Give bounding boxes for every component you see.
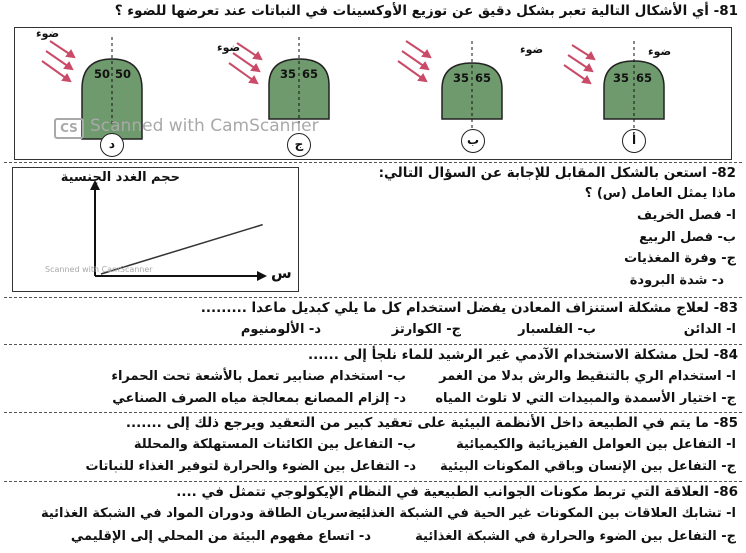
figure-letter: ب xyxy=(461,129,485,153)
option: ج- الكوارتز xyxy=(391,322,461,337)
option: د- إلزام المصانع بمعالجة مياه الصرف الصناعي xyxy=(112,391,406,406)
q81-figures xyxy=(14,27,732,160)
option: د- التفاعل بين الضوء والحرارة لتوفير الغذاء للنباتات xyxy=(85,459,416,474)
figure-b-drawing xyxy=(382,27,532,160)
question-86: 86- العلاقة التي تربط مكونات الجوانب الطبيعية في النظام الإيكولوجي تتمثل في .... xyxy=(176,484,738,500)
question-82: 82- استعن بالشكل المقابل للإجابة عن السؤال التالي: xyxy=(378,165,736,181)
divider xyxy=(4,162,742,163)
option: ا- فصل الخريف xyxy=(637,208,736,223)
right-value: 65 xyxy=(302,67,319,81)
light-label: ضوء xyxy=(217,41,241,54)
right-value: 65 xyxy=(636,71,653,85)
left-value: 35 xyxy=(280,67,297,81)
option: ج- اختيار الأسمدة والمبيدات التي لا تلوث المياه xyxy=(435,391,736,406)
figure-b xyxy=(382,27,544,160)
x-axis-label: س xyxy=(271,264,292,282)
option: ا- تشابك العلاقات بين المكونات غير الحية في الشبكة الغذائية xyxy=(348,506,736,521)
figure-c xyxy=(209,27,359,160)
option: د- الألومنيوم xyxy=(240,322,321,337)
divider xyxy=(4,481,742,482)
left-value: 35 xyxy=(453,71,470,85)
x-axis-arrow xyxy=(257,271,267,281)
option: ب- سريان الطاقة ودوران المواد في الشبكة الغذائية xyxy=(40,506,371,521)
left-value: 50 xyxy=(94,67,111,81)
option: ج- التفاعل بين الإنسان وباقي المكونات البيئية xyxy=(440,459,736,474)
camscanner-logo-text: CS xyxy=(60,121,78,135)
question-83: 83- لعلاج مشكلة استنزاف المعادن يفضل استخدام كل ما يلي كبديل ماعدا ......... xyxy=(200,300,738,316)
camscanner-logo xyxy=(54,118,84,139)
light-label: ضوء xyxy=(36,27,60,40)
divider xyxy=(4,412,742,413)
figure-a xyxy=(556,27,706,160)
option: ج- وفرة المغذيات xyxy=(624,251,736,266)
camscanner-watermark: Scanned with CamScanner xyxy=(90,116,319,136)
figure-d-drawing xyxy=(22,27,172,160)
chart-watermark: Scanned with CamScanner xyxy=(45,265,153,274)
option: ب- التفاعل بين الكائنات المستهلكة والمحللة xyxy=(133,437,416,452)
option: ب- فصل الربيع xyxy=(639,230,736,245)
light-label: ضوء xyxy=(648,45,672,58)
question-85: 85- ما يتم في الطبيعة داخل الأنظمة البيئية على تعقيد كبير من التعقيد ويرجع ذلك إلى ....... xyxy=(125,415,738,431)
figure-letter: ج xyxy=(287,133,311,157)
right-value: 50 xyxy=(115,67,132,81)
option: ب- الفلسبار xyxy=(518,322,596,337)
option: د- اتساع مفهوم البيئة من المحلي إلى الإقليمي xyxy=(70,529,371,544)
q82-chart xyxy=(12,167,299,292)
option: ج- التفاعل بين الضوء والحرارة في الشبكة الغذائية xyxy=(415,529,736,544)
figure-letter: د xyxy=(100,133,124,157)
option: د- شدة البرودة xyxy=(629,273,724,288)
right-value: 65 xyxy=(475,71,492,85)
option: ا- استخدام الري بالتنقيط والرش بدلا من الغمر xyxy=(439,369,736,384)
figure-d xyxy=(22,27,172,160)
divider xyxy=(4,344,742,345)
option: ا- الدائن xyxy=(683,322,736,337)
left-value: 35 xyxy=(613,71,630,85)
question-82-sub: ماذا يمثل العامل (س) ؟ xyxy=(584,186,736,201)
question-81: 81- أي الأشكال التالية تعبر بشكل دقيق عن توزيع الأوكسينات في النباتات عند تعرضها للضوء ؟ xyxy=(114,3,738,19)
option: ب- استخدام صنابير تعمل بالأشعة تحت الحمراء xyxy=(111,369,406,384)
light-label: ضوء xyxy=(520,43,544,56)
figure-letter: أ xyxy=(622,129,646,153)
divider xyxy=(4,297,742,298)
option: ا- التفاعل بين العوامل الفيزيائية والكيميائية xyxy=(456,437,736,452)
y-axis-label: حجم الغدد الجنسية xyxy=(60,170,180,185)
question-84: 84- لحل مشكلة الاستخدام الآدمي غير الرشيد للماء نلجأ إلى ...... xyxy=(308,347,738,363)
